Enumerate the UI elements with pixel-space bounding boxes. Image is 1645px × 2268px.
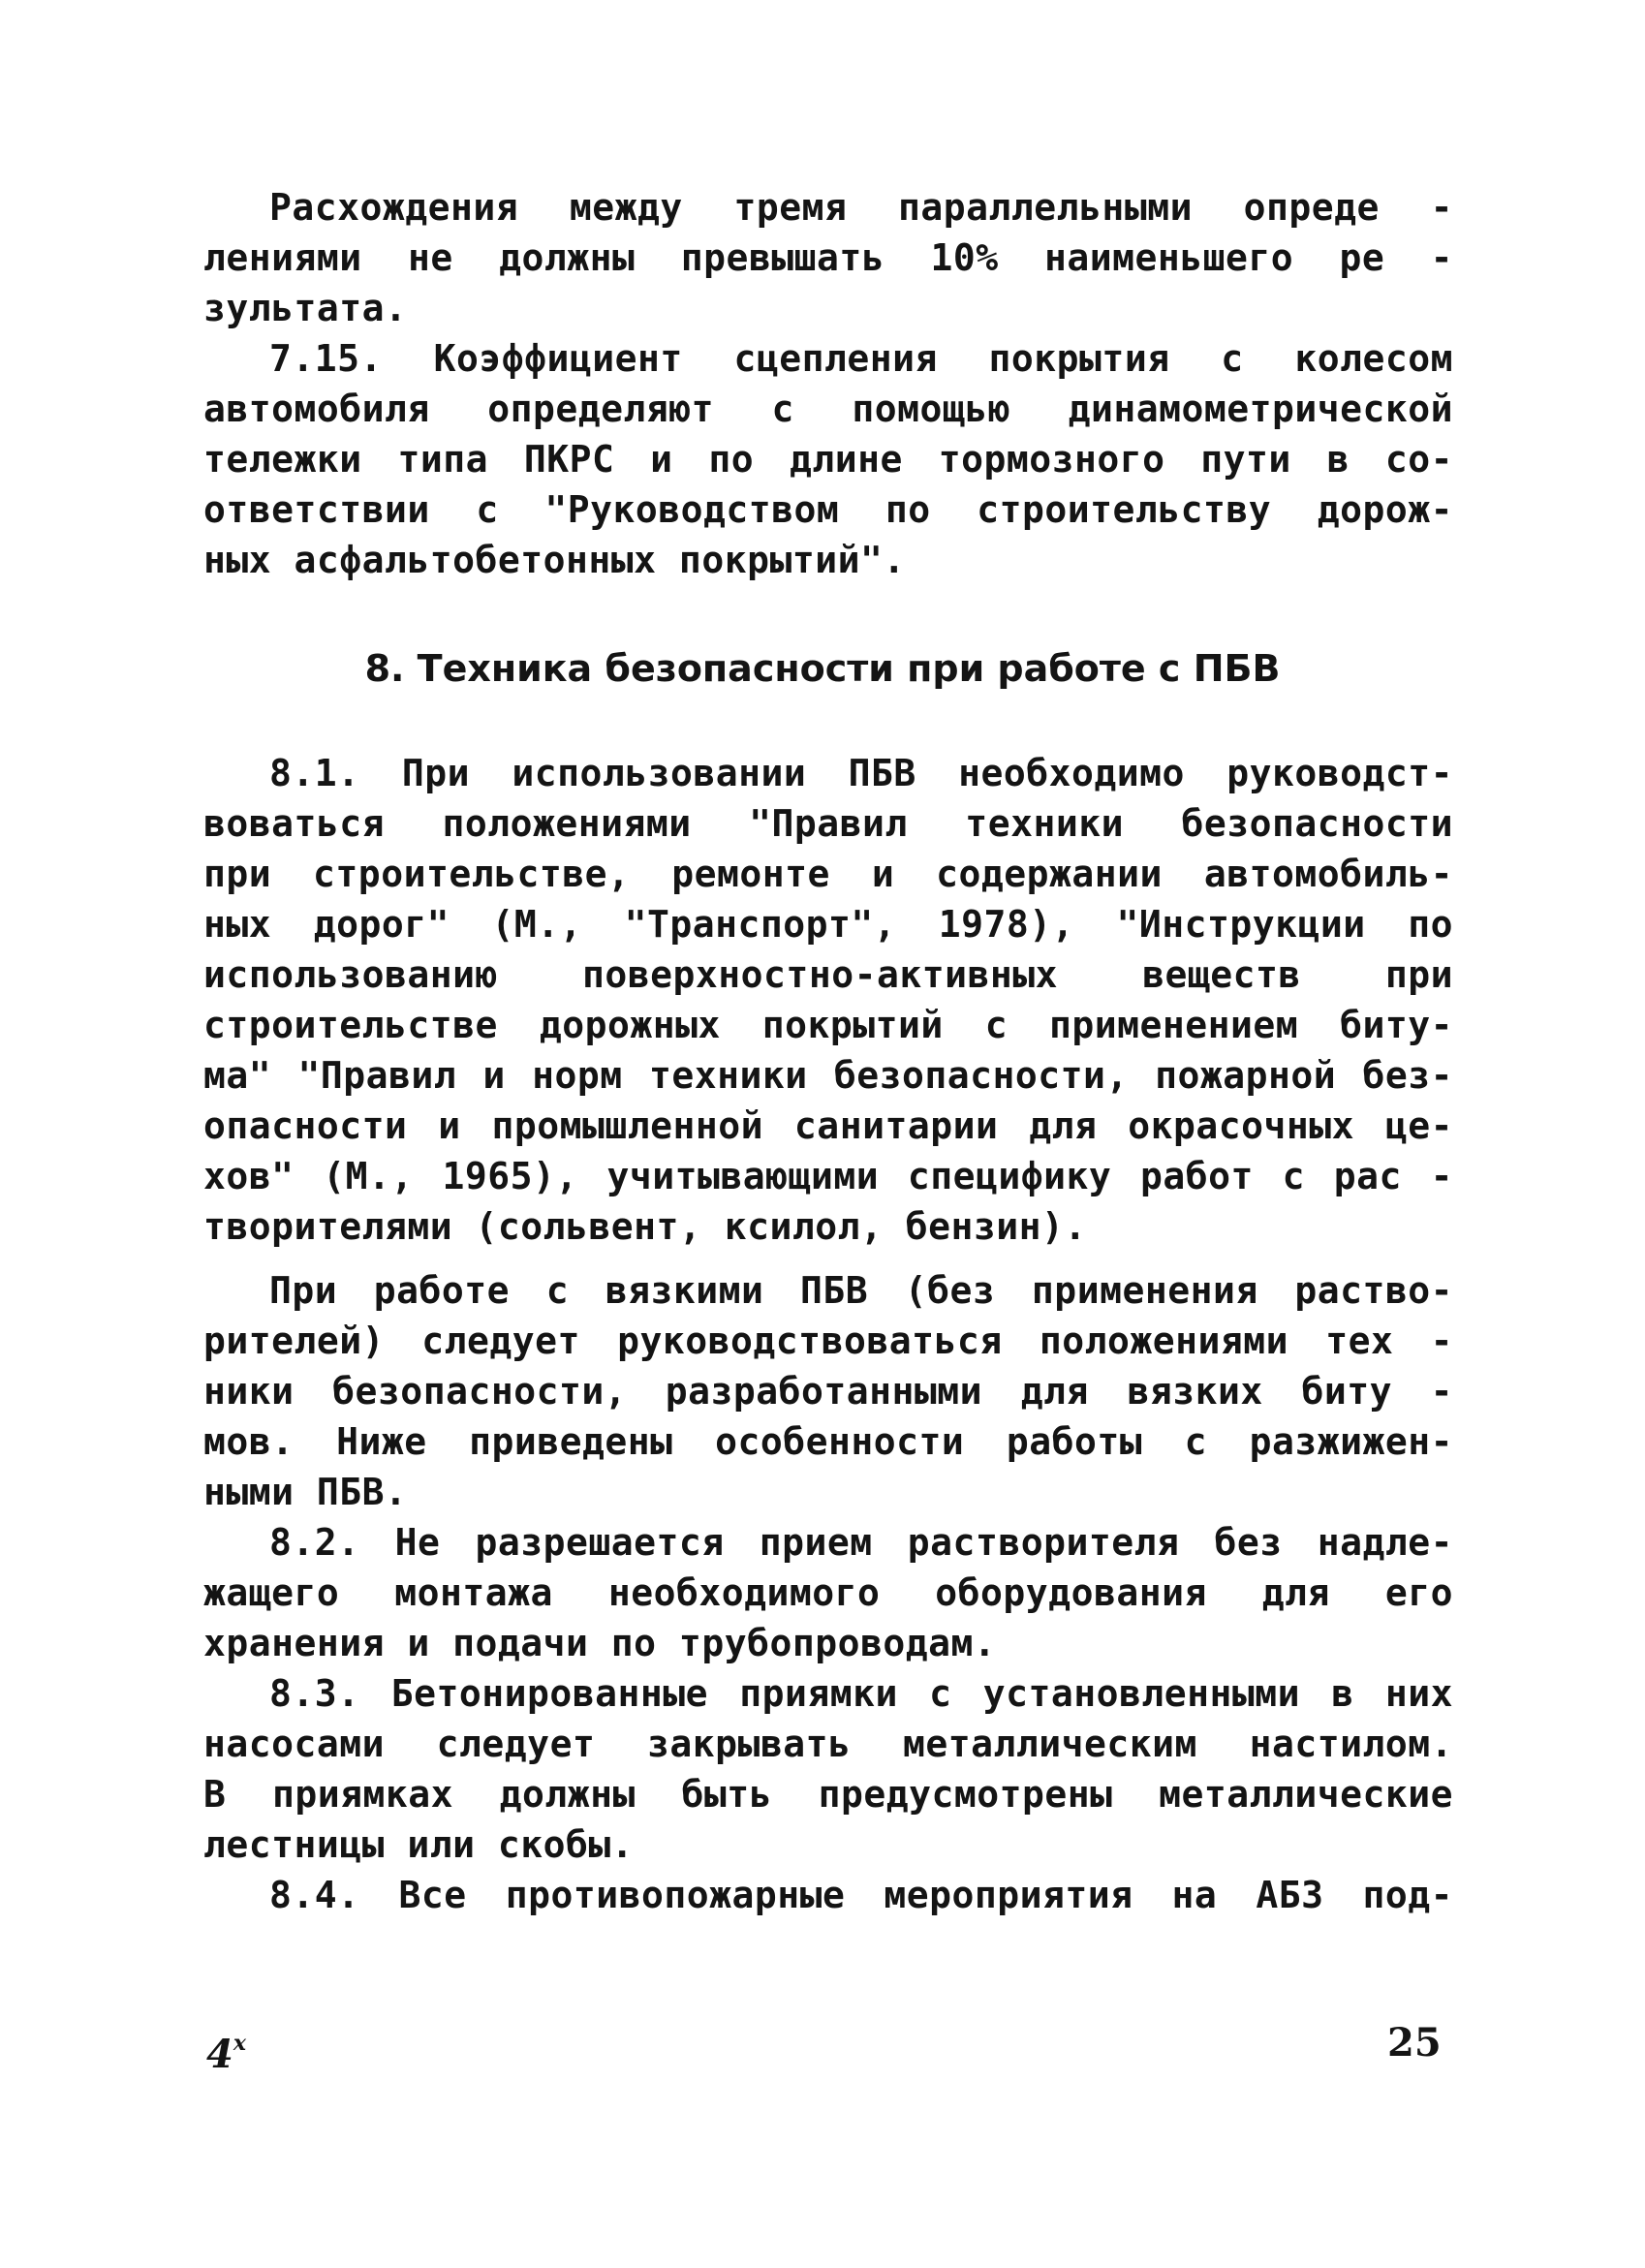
text-line: строительстве дорожных покрытий с применением биту- bbox=[203, 1004, 1453, 1046]
text-line: ными ПБВ. bbox=[203, 1471, 408, 1513]
text-line: насосами следует закрывать металлическим настилом. bbox=[203, 1723, 1453, 1765]
text-line: ных дорог" (М., "Транспорт", 1978), "Инструкции по bbox=[203, 903, 1453, 946]
text-line: зультата. bbox=[203, 287, 408, 329]
text-line: 8.2. Не разрешается прием растворителя без надле- bbox=[269, 1521, 1453, 1564]
text-line: тележки типа ПКРС и по длине тормозного пути в со- bbox=[203, 438, 1453, 481]
text-line: 8.1. При использовании ПБВ необходимо руководст- bbox=[269, 752, 1453, 794]
text-line: ных асфальтобетонных покрытий". bbox=[203, 539, 906, 581]
text-line: ники безопасности, разработанными для вязких биту - bbox=[203, 1370, 1453, 1413]
text-line: При работе с вязкими ПБВ (без применения раство- bbox=[269, 1269, 1453, 1312]
text-line: автомобиля определяют с помощью динамометрической bbox=[203, 388, 1453, 430]
text-line: рителей) следует руководствоваться положениями тех - bbox=[203, 1320, 1453, 1362]
text-line: творителями (сольвент, ксилол, бензин). bbox=[203, 1205, 1087, 1248]
text-line: использованию поверхностно-активных веществ при bbox=[203, 953, 1453, 996]
signature-mark-sup: x bbox=[233, 2031, 246, 2056]
text-line: 8.3. Бетонированные приямки с установленными в них bbox=[269, 1672, 1453, 1715]
text-line: В приямках должны быть предусмотрены металлические bbox=[203, 1773, 1453, 1816]
text-line: ма" "Правил и норм техники безопасности, пожарной без- bbox=[203, 1054, 1453, 1097]
section-heading: 8. Техника безопасности при работе с ПБВ bbox=[364, 647, 1281, 690]
text-line: хранения и подачи по трубопроводам. bbox=[203, 1622, 997, 1664]
text-line: жащего монтажа необходимого оборудования для его bbox=[203, 1571, 1453, 1614]
text-line: лениями не должны превышать 10% наименьшего ре - bbox=[203, 236, 1453, 279]
signature-mark bbox=[206, 2020, 246, 2078]
text-line: 7.15. Коэффициент сцепления покрытия с колесом bbox=[269, 337, 1453, 380]
text-line: мов. Ниже приведены особенности работы с разжижен- bbox=[203, 1420, 1453, 1463]
text-line: 8.4. Все противопожарные мероприятия на АБЗ под- bbox=[269, 1874, 1453, 1916]
text-line: лестницы или скобы. bbox=[203, 1823, 635, 1866]
page-number: 25 bbox=[1387, 2020, 1442, 2066]
text-line: Расхождения между тремя параллельными опреде - bbox=[269, 186, 1453, 229]
text-line: при строительстве, ремонте и содержании автомобиль- bbox=[203, 853, 1453, 895]
text-line: воваться положениями "Правил техники безопасности bbox=[203, 802, 1453, 845]
text-line: ответствии с "Руководством по строительству дорож- bbox=[203, 488, 1453, 531]
text-line: опасности и промышленной санитарии для окрасочных це- bbox=[203, 1104, 1453, 1147]
text-line: хов" (М., 1965), учитывающими специфику работ с рас - bbox=[203, 1155, 1453, 1197]
signature-mark-number: 4 bbox=[206, 2032, 233, 2077]
